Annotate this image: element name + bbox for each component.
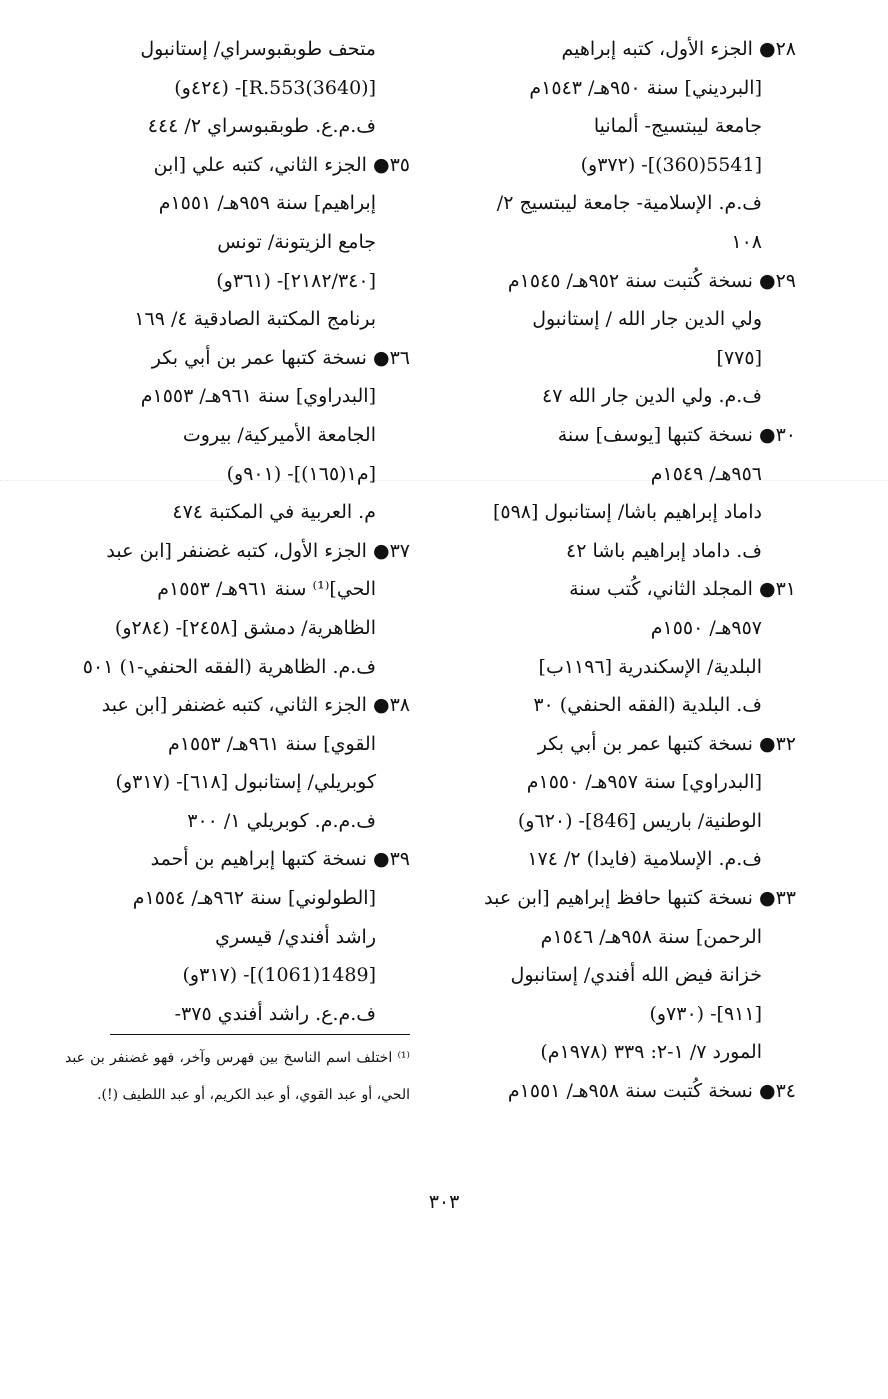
entry-heading-line: ٣٣● نسخة كتبها حافظ إبراهيم [ابن عبد [484, 887, 796, 910]
entry-reference-line: م. العربية في المكتبة ٤٧٤ [172, 501, 376, 524]
catalog-entry [456, 879, 796, 1072]
entry-detail-line: [البدراوي] سنة ٩٦١هـ/ ١٥٥٣م [140, 385, 376, 408]
entry-detail-line: [5541(360)]- (٣٧٢و) [580, 153, 762, 176]
entry-reference-line: ف.م.م. كوبريلي ١/ ٣٠٠ [187, 809, 376, 832]
entry-detail-line: [٢١٨٢/٣٤٠]- (٣٦١و) [216, 269, 376, 292]
entry-detail-line: الوطنية/ باريس [846]- (٦٢٠و) [517, 809, 762, 832]
entry-reference-line: ف. البلدية (الفقه الحنفي) ٣٠ [533, 694, 762, 717]
entry-reference-line: ف.م. الإسلامية (فايدا) ٢/ ١٧٤ [527, 848, 762, 871]
entry-heading-line: ٣١● المجلد الثاني، كُتب سنة [569, 578, 796, 601]
entry-detail-line: [م١(١٦٥)]- (٩٠١و) [226, 462, 376, 485]
catalog-entry [456, 570, 796, 724]
entry-reference-line: ف.م.ع. راشد أفندي ٣٧٥- [174, 1002, 376, 1025]
entry-detail-line: خزانة فيض الله أفندي/ إستانبول [510, 964, 762, 987]
page-number: ٣٠٣ [428, 1191, 460, 1213]
entry-detail-line: ولي الدين جار الله / إستانبول [532, 308, 762, 331]
entry-detail-line: الرحمن] سنة ٩٥٨هـ/ ١٥٤٦م [540, 925, 762, 948]
entry-detail-line: الظاهرية/ دمشق [٢٤٥٨]- (٢٨٤و) [114, 616, 376, 639]
entry-heading-line: ٣٨● الجزء الثاني، كتبه غضنفر [ابن عبد [101, 694, 410, 717]
right-column [456, 30, 796, 1111]
entry-reference-line: المورد ٧/ ١-٢: ٣٣٩ (١٩٧٨م) [540, 1041, 762, 1064]
entry-detail-line: راشد أفندي/ قيسري [215, 925, 376, 948]
entry-detail-line: متحف طوبقبوسراي/ إستانبول [140, 38, 376, 60]
entry-reference-line: ف.م. الإسلامية- جامعة ليبتسيج ٢/ [496, 192, 762, 215]
entry-detail-line: ٩٥٦هـ/ ١٥٤٩م [650, 462, 762, 485]
entry-detail-line: [البرديني] سنة ٩٥٠هـ/ ١٥٤٣م [529, 76, 762, 99]
entry-detail-line: داماد إبراهيم باشا/ إستانبول [٥٩٨] [492, 501, 762, 524]
entry-detail-line: [٧٧٥] [716, 346, 762, 369]
entry-reference-line: برنامج المكتبة الصادقية ٤/ ١٦٩ [134, 308, 376, 331]
catalog-entry [456, 262, 796, 416]
footnote: ⁽¹⁾ اختلف اسم الناسخ بين فهرس وآخر، فهو غضنفر بن عبد الحي، أو عبد القوي، أو عبد الكريم، أو عبد اللطيف (!). [65, 1050, 410, 1103]
entry-detail-line: [R.553(3640)]- (٤٢٤و) [174, 76, 376, 99]
entry-reference-line: ف.م. الظاهرية (الفقه الحنفي-١) ٥٠١ [82, 655, 376, 678]
entry-heading-line: ٣٦● نسخة كتبها عمر بن أبي بكر [151, 346, 410, 369]
catalog-entry [62, 686, 410, 840]
entry-detail-line: الجامعة الأميركية/ بيروت [182, 423, 376, 446]
entry-heading-line: ٣٩● نسخة كتبها إبراهيم بن أحمد [150, 848, 410, 871]
entry-detail-line: [1489(1061)]- (٣١٧و) [182, 964, 376, 987]
entry-heading-line: ٣٧● الجزء الأول، كتبه غضنفر [ابن عبد [106, 539, 410, 562]
entry-reference-line: ف. داماد إبراهيم باشا ٤٢ [566, 539, 762, 562]
entry-detail-line: البلدية/ الإسكندرية [١١٩٦ب] [538, 655, 762, 678]
catalog-entry [62, 840, 410, 1033]
entry-reference-line: ١٠٨ [731, 230, 762, 253]
catalog-entry [456, 30, 796, 262]
entry-detail-line: جامع الزيتونة/ تونس [217, 230, 376, 253]
entry-detail-line: كوبريلي/ إستانبول [٦١٨]- (٣١٧و) [115, 771, 376, 794]
footnote-separator [110, 1034, 410, 1035]
entry-heading-line: ٢٨● الجزء الأول، كتبه إبراهيم [561, 38, 796, 60]
entry-reference-line: ف.م.ع. طوبقبوسراي ٢/ ٤٤٤ [147, 115, 376, 138]
catalog-entry [456, 416, 796, 570]
entry-detail-line: الحي]⁽¹⁾ سنة ٩٦١هـ/ ١٥٥٣م [157, 578, 376, 601]
entry-heading-line: ٣٥● الجزء الثاني، كتبه علي [ابن [153, 153, 410, 176]
catalog-entry [62, 532, 410, 686]
entry-detail-line: [الطولوني] سنة ٩٦٢هـ/ ١٥٥٤م [132, 887, 376, 910]
entry-detail-line: [٩١١]- (٧٣٠و) [649, 1002, 762, 1025]
catalog-entry [456, 725, 796, 879]
entry-heading-line: ٣٠● نسخة كتبها [يوسف] سنة [557, 423, 796, 446]
entry-detail-line: إبراهيم] سنة ٩٥٩هـ/ ١٥٥١م [158, 192, 376, 215]
catalog-entry [62, 146, 410, 339]
catalog-entry [62, 339, 410, 532]
entry-heading-line: ٢٩● نسخة كُتبت سنة ٩٥٢هـ/ ١٥٤٥م [507, 269, 796, 292]
entry-detail-line: [البدراوي] سنة ٩٥٧هـ/ ١٥٥٠م [526, 771, 762, 794]
entry-reference-line: ف.م. ولي الدين جار الله ٤٧ [541, 385, 762, 408]
entry-heading-line: ٣٤● نسخة كُتبت سنة ٩٥٨هـ/ ١٥٥١م [507, 1080, 796, 1103]
entry-detail-line: جامعة ليبتسيج- ألمانيا [593, 115, 762, 138]
entry-detail-line: القوي] سنة ٩٦١هـ/ ١٥٥٣م [168, 732, 376, 755]
catalog-entry-continuation [62, 30, 410, 146]
left-column [62, 30, 410, 1033]
entry-heading-line: ٣٢● نسخة كتبها عمر بن أبي بكر [537, 732, 796, 755]
catalog-entry [456, 1072, 796, 1111]
entry-detail-line: ٩٥٧هـ/ ١٥٥٠م [650, 616, 762, 639]
